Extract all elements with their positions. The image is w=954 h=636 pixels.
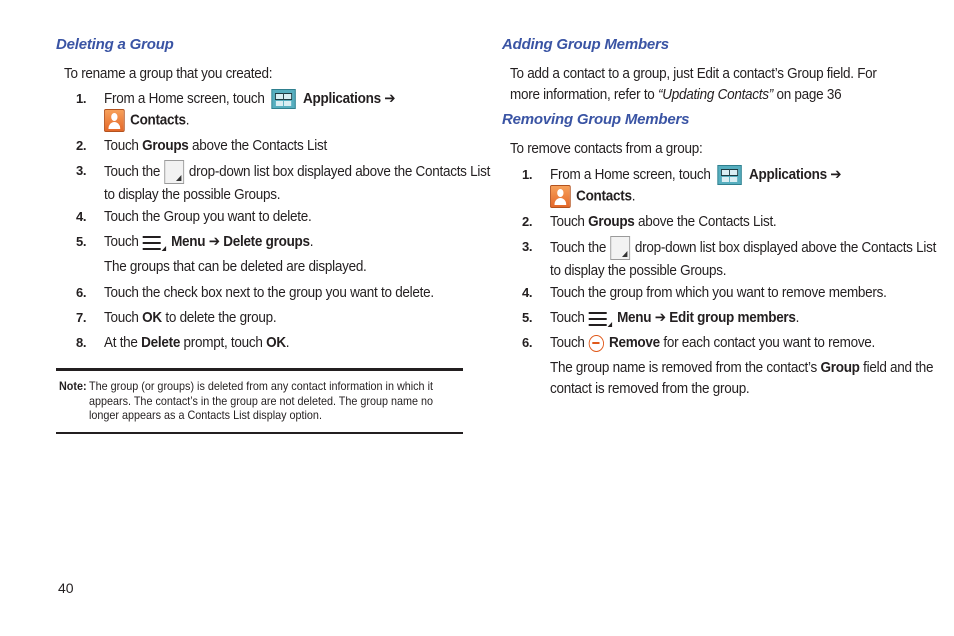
list-item: 5. Touch Menu ➔ Delete groups. The groups that can be deleted are displayed. [76, 233, 367, 275]
note-label: Note: [59, 379, 87, 393]
step-number: 4. [522, 285, 533, 300]
list-item: 1. From a Home screen, touch Applications ➔ Contacts. [56, 88, 466, 135]
step-number: 6. [76, 285, 87, 300]
page-number: 40 [58, 580, 74, 596]
step-number: 7. [76, 310, 87, 325]
heading-removing-group-members: Removing Group Members [502, 111, 690, 128]
contacts-icon [104, 109, 125, 132]
left-column [56, 34, 491, 357]
step-number: 3. [76, 163, 87, 178]
list-item: 3. Touch the drop-down list box displayed above the Contacts List to display the possible Groups. [56, 160, 466, 206]
list-item: 1. From a Home screen, touch Applications ➔ Contacts. [502, 164, 914, 211]
list-item: 6. Touch the check box next to the group you want to delete. [76, 284, 434, 301]
list-item: 5. Touch Menu ➔ Edit group members. [522, 309, 800, 326]
step-number: 1. [76, 91, 87, 106]
applications-icon [718, 165, 742, 185]
step-number: 4. [76, 209, 87, 224]
heading-deleting-group: Deleting a Group [56, 36, 174, 53]
step-number: 5. [76, 234, 87, 249]
dropdown-icon [165, 160, 185, 184]
step-number: 2. [522, 214, 533, 229]
dropdown-icon [611, 236, 631, 260]
step-number: 3. [522, 239, 533, 254]
adding-text: To add a contact to a group, just Edit a contact’s Group field. For more information, refer to “Updating Contacts” on page 36 [510, 65, 877, 103]
remove-icon [588, 335, 603, 352]
intro-text-remove: To remove contacts from a group: [510, 140, 703, 157]
step-number: 2. [76, 138, 87, 153]
heading-adding-group-members: Adding Group Members [502, 36, 669, 53]
note-text: The group (or groups) is deleted from any contact information in which it appears. The contact’s in the group are not deleted. The group name no longer appears as a Contacts List display option. [89, 379, 434, 422]
steps-list-remove [502, 164, 937, 399]
step-number: 6. [522, 335, 533, 350]
step-number: 8. [76, 335, 87, 350]
right-column [502, 34, 937, 399]
contacts-icon [550, 185, 571, 208]
step-number: 1. [522, 167, 533, 182]
list-item: 3. Touch the drop-down list box displayed above the Contacts List to display the possible Groups. [502, 236, 914, 282]
list-item: 6. Touch Remove for each contact you want to remove. The group name is removed from the contact’s Group field and the contact is removed from the group. [522, 334, 934, 397]
list-item: 8. At the Delete prompt, touch OK. [76, 334, 290, 351]
menu-icon [588, 309, 611, 327]
intro-text: To rename a group that you created: [64, 65, 273, 82]
list-item: 7. Touch OK to delete the group. [76, 309, 277, 326]
list-item: 4. Touch the group from which you want to remove members. [522, 284, 887, 301]
steps-list [56, 88, 491, 357]
note-box [56, 368, 463, 434]
list-item: 2. Touch Groups above the Contacts List. [522, 213, 777, 230]
menu-icon [142, 233, 165, 251]
step-number: 5. [522, 310, 533, 325]
list-item: 2. Touch Groups above the Contacts List [76, 137, 327, 154]
list-item: 4. Touch the Group you want to delete. [76, 208, 312, 225]
applications-icon [272, 89, 296, 109]
